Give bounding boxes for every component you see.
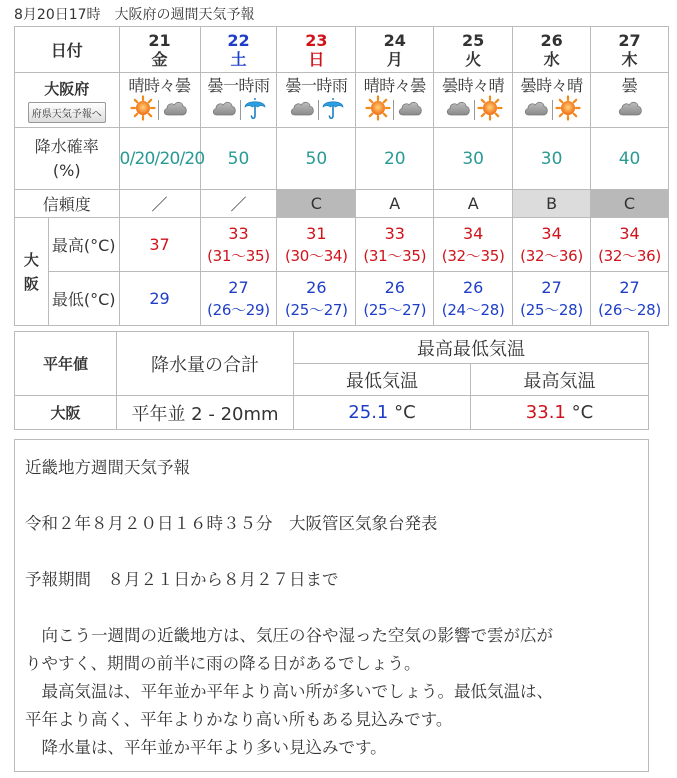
icon-separator (318, 100, 319, 120)
normals-area: 大阪 (15, 396, 117, 430)
max-temp-value: 37 (149, 234, 170, 254)
max-temp-range: (31〜35) (207, 246, 270, 265)
telop-text: 曇時々晴 (442, 76, 505, 95)
min-temp-header: 最低気温 (294, 364, 471, 396)
max-temp-value: 34 (619, 223, 640, 243)
min-temp-cell (513, 272, 591, 326)
pop-value: 30 (513, 128, 591, 190)
forecast-text-box (14, 439, 649, 772)
date-label: 日付 (15, 27, 120, 73)
pref-cell (15, 73, 120, 128)
telop-cell (200, 73, 277, 128)
normal-min-cell (294, 396, 471, 430)
telop-text: 曇一時雨 (285, 76, 348, 95)
min-temp-value: 26 (306, 277, 327, 297)
umbrella-icon (321, 95, 345, 125)
icon-separator (240, 100, 241, 120)
reliability-value: B (513, 190, 591, 218)
normal-max-value: 33.1 (525, 402, 566, 423)
icon-separator (158, 100, 159, 120)
normal-max-cell (471, 396, 649, 430)
pop-value: 30 (434, 128, 513, 190)
reliability-row (15, 190, 669, 218)
date-cell (591, 27, 669, 73)
reliability-value: ／ (200, 190, 277, 218)
max-temp-range: (32〜36) (520, 246, 583, 265)
reliability-value: A (356, 190, 434, 218)
text-body-2: りやすく、期間の前半に雨の降る日があるでしょう。 (25, 654, 421, 673)
date-cell (277, 27, 356, 73)
date-weekday: 土 (230, 49, 247, 69)
date-row (15, 27, 669, 73)
date-weekday: 火 (465, 49, 482, 69)
normal-min-unit: °C (394, 402, 416, 423)
icon-separator (474, 100, 475, 120)
date-day: 24 (383, 30, 406, 50)
max-temp-cell (200, 218, 277, 272)
min-temp-value: 29 (149, 288, 170, 308)
sun-icon (365, 95, 391, 125)
sun-icon (555, 95, 581, 125)
max-temp-cell (356, 218, 434, 272)
umbrella-icon (243, 95, 267, 125)
pop-label-line2: (%) (52, 160, 81, 180)
text-body-5: 降水量は、平年並か平年より多い見込みです。 (25, 738, 387, 757)
pop-value: 50 (277, 128, 356, 190)
date-cell (356, 27, 434, 73)
area-label (15, 218, 49, 326)
date-cell (434, 27, 513, 73)
normal-min-value: 25.1 (348, 402, 389, 423)
date-day: 22 (227, 30, 250, 50)
date-weekday: 金 (151, 49, 168, 69)
text-title: 近畿地方週間天気予報 (25, 458, 190, 477)
max-temp-cell (119, 218, 200, 272)
max-temp-cell (513, 218, 591, 272)
weather-icons (120, 96, 200, 124)
min-temp-value: 27 (228, 277, 249, 297)
area-char-2: 阪 (23, 274, 39, 293)
min-temp-range: (25〜27) (363, 300, 427, 319)
max-temp-value: 33 (384, 223, 405, 243)
max-temp-range: (31〜35) (363, 246, 427, 265)
icon-separator (552, 100, 553, 120)
telop-cell (591, 73, 669, 128)
telop-text: 曇 (621, 76, 638, 95)
min-temp-cell (434, 272, 513, 326)
area-char-1: 大 (23, 250, 39, 269)
telop-text: 晴時々曇 (363, 76, 426, 95)
min-temp-range: (26〜29) (207, 300, 270, 319)
cloud-icon (444, 96, 472, 124)
text-body-1: 向こう一週間の近畿地方は、気圧の谷や湿った空気の影響で雲が広が (25, 626, 553, 645)
reliability-value: C (277, 190, 356, 218)
pref-name: 大阪府 (44, 79, 90, 98)
min-temp-value: 27 (619, 277, 640, 297)
max-temp-value: 34 (462, 223, 484, 243)
telop-cell (513, 73, 591, 128)
min-temp-range: (26〜28) (598, 300, 661, 319)
cloud-icon (210, 96, 238, 124)
max-temp-value: 33 (228, 223, 249, 243)
cloud-icon (616, 96, 644, 124)
date-day: 27 (618, 30, 641, 50)
weather-icons (513, 96, 590, 124)
max-temp-range: (32〜36) (598, 246, 661, 265)
telop-text: 曇時々晴 (520, 76, 583, 95)
min-temp-range: (25〜28) (520, 300, 583, 319)
date-weekday: 木 (621, 49, 638, 69)
sun-icon (477, 95, 503, 125)
cloud-icon (288, 96, 316, 124)
telop-cell (277, 73, 356, 128)
date-day: 25 (462, 30, 485, 50)
max-temp-row (15, 218, 669, 272)
date-cell (513, 27, 591, 73)
weather-icons (277, 96, 355, 124)
pop-value: 50 (200, 128, 277, 190)
normals-header: 平年値 (15, 332, 117, 396)
telop-row (15, 73, 669, 128)
max-temp-range: (30〜34) (284, 246, 348, 265)
min-temp-value: 26 (462, 277, 484, 297)
date-weekday: 水 (543, 49, 560, 69)
pop-value: 0/20/20/20 (119, 128, 200, 190)
min-temp-value: 27 (541, 277, 562, 297)
min-temp-cell (356, 272, 434, 326)
telop-text: 曇一時雨 (207, 76, 270, 95)
pop-label (15, 128, 120, 190)
precip-header: 降水量の合計 (117, 332, 294, 396)
min-temp-range: (24〜28) (441, 300, 505, 319)
telop-cell (434, 73, 513, 128)
reliability-value: ／ (119, 190, 200, 218)
pref-forecast-button[interactable]: 府県天気予報へ (28, 102, 106, 123)
min-temp-cell (591, 272, 669, 326)
weather-icons (591, 96, 668, 124)
date-weekday: 日 (308, 49, 325, 69)
date-cell (200, 27, 277, 73)
max-temp-cell (434, 218, 513, 272)
reliability-value: A (434, 190, 513, 218)
max-temp-cell (591, 218, 669, 272)
date-cell (119, 27, 200, 73)
cloud-icon (396, 96, 424, 124)
normals-table (14, 331, 649, 430)
reliability-label: 信頼度 (15, 190, 120, 218)
pop-value: 20 (356, 128, 434, 190)
icon-separator (393, 100, 394, 120)
date-weekday: 月 (386, 49, 403, 69)
max-temp-header: 最高気温 (471, 364, 649, 396)
min-temp-cell (277, 272, 356, 326)
text-issued: 令和２年８月２０日１６時３５分 大阪管区気象台発表 (25, 514, 438, 533)
min-temp-row (15, 272, 669, 326)
min-temp-cell (200, 272, 277, 326)
pop-label-line1: 降水確率 (34, 136, 99, 156)
text-body-4: 平年より高く、平年よりかなり高い所もある見込みです。 (25, 710, 453, 729)
max-temp-cell (277, 218, 356, 272)
precip-value: 平年並 2 - 20mm (117, 396, 294, 430)
min-temp-value: 26 (384, 277, 405, 297)
text-period: 予報期間 ８月２１日から８月２７日まで (25, 570, 339, 589)
cloud-icon (522, 96, 550, 124)
temp-header: 最高最低気温 (294, 332, 649, 364)
reliability-value: C (591, 190, 669, 218)
date-day: 21 (148, 30, 171, 50)
min-temp-cell (119, 272, 200, 326)
telop-cell (119, 73, 200, 128)
text-body-3: 最高気温は、平年並か平年より高い所が多いでしょう。最低気温は、 (25, 682, 553, 701)
date-day: 23 (305, 30, 328, 50)
normal-max-unit: °C (571, 402, 594, 423)
weather-icons (356, 96, 433, 124)
weekly-forecast-table (14, 26, 669, 326)
cloud-icon (161, 96, 189, 124)
pop-row (15, 128, 669, 190)
max-temp-value: 31 (306, 223, 327, 243)
weather-icons (434, 96, 512, 124)
max-temp-range: (32〜35) (441, 246, 505, 265)
telop-cell (356, 73, 434, 128)
max-temp-label: 最高(°C) (48, 218, 119, 272)
page-title: 8月20日17時 大阪府の週間天気予報 (14, 7, 255, 23)
sun-icon (130, 95, 156, 125)
min-temp-label: 最低(°C) (48, 272, 119, 326)
weather-icons (201, 96, 277, 124)
min-temp-range: (25〜27) (284, 300, 348, 319)
telop-text: 晴時々曇 (128, 76, 191, 95)
max-temp-value: 34 (541, 223, 562, 243)
date-day: 26 (540, 30, 563, 50)
pop-value: 40 (591, 128, 669, 190)
